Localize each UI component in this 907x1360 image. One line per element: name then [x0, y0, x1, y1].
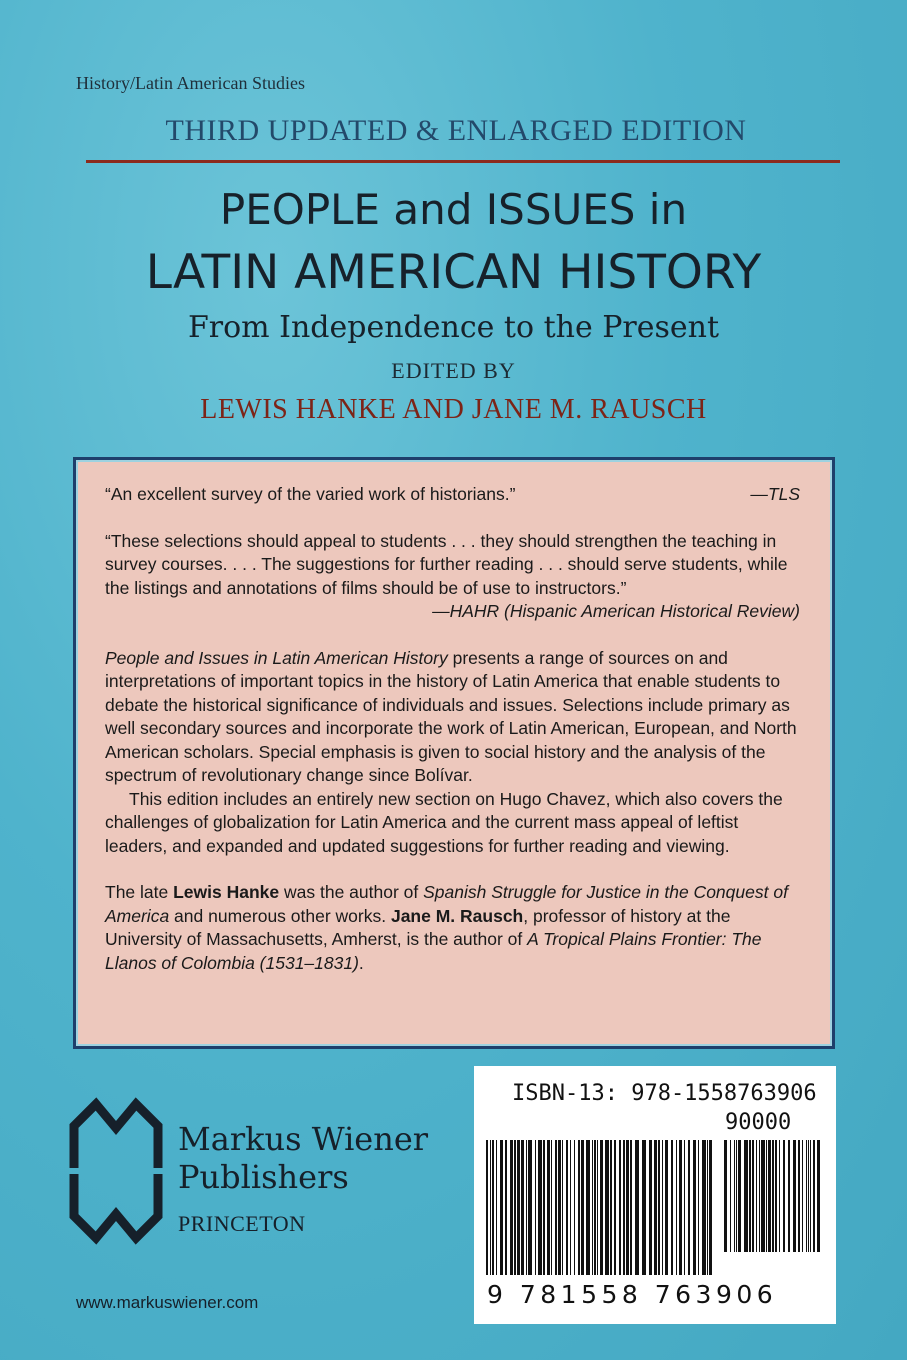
description-body: presents a range of sources on and interpretations of important topics in the history of Latin America that enable students to debate the historical significance of individuals and issues. Selections include primary as well secondary sources and incorporate the work of Latin American, European, and North American scholars. Special emphasis is given to social history and the analysis of the spectrum of revolutionary change since Bolívar. [105, 647, 797, 785]
barcode-bar [761, 1140, 765, 1252]
bio-text: The late [105, 882, 174, 902]
bio-book-title: A Tropical Plains Frontier: The Llanos of Colombia (1531–1831) [105, 929, 762, 973]
bio-text: and numerous other works. [169, 905, 391, 926]
barcode-bar [496, 1140, 497, 1275]
barcode-bar [517, 1140, 520, 1275]
barcode-bar [505, 1140, 507, 1275]
barcode-bar [555, 1140, 557, 1275]
barcode-bar [744, 1140, 748, 1252]
barcode-bar [738, 1140, 741, 1252]
barcode-bar [813, 1140, 815, 1252]
barcode-bar [578, 1140, 580, 1275]
barcode-bar [779, 1140, 780, 1252]
mw-monogram-icon [66, 1096, 166, 1246]
barcode-bar [642, 1140, 646, 1275]
barcode-bar [783, 1140, 785, 1252]
barcode-bar [759, 1140, 760, 1252]
barcode-bar [810, 1140, 811, 1252]
barcode-bar [734, 1140, 735, 1252]
barcode-bar [798, 1140, 800, 1252]
barcode-bar [817, 1140, 820, 1252]
review-quote-1 [105, 483, 800, 507]
barcode-bar [702, 1140, 706, 1275]
bio-text: was the author of [279, 882, 424, 902]
barcode-bar [788, 1140, 790, 1252]
barcode-bar [581, 1140, 584, 1275]
barcode-bar [707, 1140, 708, 1275]
publisher-name-line1: Markus Wiener [178, 1120, 429, 1158]
barcode-bar [597, 1140, 598, 1275]
edition-heading: THIRD UPDATED & ENLARGED EDITION [165, 114, 747, 147]
barcode-bar [730, 1140, 731, 1252]
barcode-bar [510, 1140, 513, 1275]
barcode-bar [768, 1140, 771, 1252]
barcode-bar [490, 1140, 491, 1275]
barcode-bar [772, 1140, 774, 1252]
barcode-bar [526, 1140, 527, 1275]
bio-book-title: Spanish Struggle for Justice in the Conquest of America [105, 882, 788, 926]
barcode-bars [486, 1140, 822, 1275]
barcode-digits: 9 781558 763906 [487, 1280, 778, 1309]
barcode-bar [551, 1140, 552, 1275]
barcode-bar [566, 1140, 568, 1275]
book-title-line2: LATIN AMERICAN HISTORY [145, 245, 762, 300]
barcode-bar [492, 1140, 494, 1275]
barcode-bar [688, 1140, 690, 1275]
publisher-name-line2: Publishers [178, 1158, 349, 1196]
barcode-bar [592, 1140, 593, 1275]
publisher-website: www.markuswiener.com [76, 1293, 259, 1312]
barcode-bar [749, 1140, 751, 1252]
barcode-bar [654, 1140, 657, 1275]
review-quote-2 [105, 530, 800, 624]
blurb-text [105, 483, 800, 975]
barcode-bar [671, 1140, 673, 1275]
barcode-bar [684, 1140, 685, 1275]
edited-by-label: EDITED BY [391, 358, 516, 383]
barcode-bar [521, 1140, 524, 1275]
barcode-bar [676, 1140, 677, 1275]
barcode-bar [535, 1140, 536, 1275]
barcode-bar [698, 1140, 699, 1275]
divider-rule [86, 160, 840, 163]
barcode-bar [665, 1140, 668, 1275]
description-paragraph [105, 647, 800, 788]
barcode-bar [500, 1140, 503, 1275]
barcode-bar [514, 1140, 516, 1275]
barcode-bar [538, 1140, 542, 1275]
quote-text: “These selections should appeal to students . . . they should strengthen the teaching in survey courses. . . . The suggestions for further reading . . . should serve students, while the listings and annotations of films should be of use to instructors.” [105, 530, 788, 598]
barcode-bar [594, 1140, 596, 1275]
barcode-bar [736, 1140, 737, 1252]
quote-source: —HAHR (Hispanic American Historical Review) [432, 601, 800, 621]
quote-source: —TLS [750, 484, 800, 504]
bio-text: , professor of history at the University of Massachusetts, Amherst, is the author of [105, 905, 731, 949]
description-book-title: People and Issues in Latin American History [105, 647, 448, 668]
barcode-bar [562, 1140, 563, 1275]
barcode-bar [793, 1140, 796, 1252]
barcode-bar [802, 1140, 803, 1252]
publisher-city: PRINCETON [178, 1211, 306, 1236]
bio-paragraph [105, 881, 800, 975]
barcode-bar [486, 1140, 488, 1275]
book-subtitle: From Independence to the Present [187, 310, 720, 345]
barcode-bar [558, 1140, 561, 1275]
barcode-bar [528, 1140, 532, 1275]
edition-note-paragraph: This edition includes an entirely new section on Hugo Chavez, which also covers the challenges of globalization for Latin America and the current mass appeal of leftist leaders, and expanded and updated suggestions for further reading and viewing. [105, 788, 783, 856]
bio-text: . [358, 952, 364, 973]
barcode-bar [756, 1140, 757, 1252]
barcode-bar [806, 1140, 807, 1252]
barcode-bar [709, 1140, 712, 1275]
barcode-bar [693, 1140, 696, 1275]
barcode-bar [662, 1140, 663, 1275]
barcode-bar [752, 1140, 754, 1252]
bio-author-name: Lewis Hanke [173, 882, 280, 902]
isbn-label: ISBN-13: 978-1558763906 [512, 1081, 817, 1106]
book-title-line1: PEOPLE and ISSUES in [219, 185, 688, 234]
barcode-bar [658, 1140, 660, 1275]
barcode-bar [600, 1140, 603, 1275]
barcode-bar [586, 1140, 590, 1275]
barcode-bar [614, 1140, 616, 1275]
barcode-bar [570, 1140, 571, 1275]
barcode-bar [574, 1140, 575, 1275]
barcode-bar [775, 1140, 777, 1252]
quote-text: “An excellent survey of the varied work of historians.” [105, 484, 516, 504]
bio-author-name: Jane M. Rausch [390, 905, 524, 926]
barcode-bar [630, 1140, 632, 1275]
barcode-bar [623, 1140, 625, 1275]
barcode-bar [619, 1140, 621, 1275]
barcode-bar [679, 1140, 682, 1275]
barcode-bar [649, 1140, 652, 1275]
category-label: History/Latin American Studies [76, 73, 305, 93]
barcode-bar [724, 1140, 727, 1252]
barcode-bar [626, 1140, 629, 1275]
price-code: 90000 [725, 1110, 792, 1135]
barcode-bar [766, 1140, 767, 1252]
barcode-bar [808, 1140, 809, 1252]
barcode-bar [610, 1140, 612, 1275]
barcode-bar [543, 1140, 545, 1275]
authors-line: LEWIS HANKE AND JANE M. RAUSCH [200, 394, 707, 425]
barcode-bar [635, 1140, 639, 1275]
barcode-bar [547, 1140, 550, 1275]
barcode-bar [605, 1140, 609, 1275]
